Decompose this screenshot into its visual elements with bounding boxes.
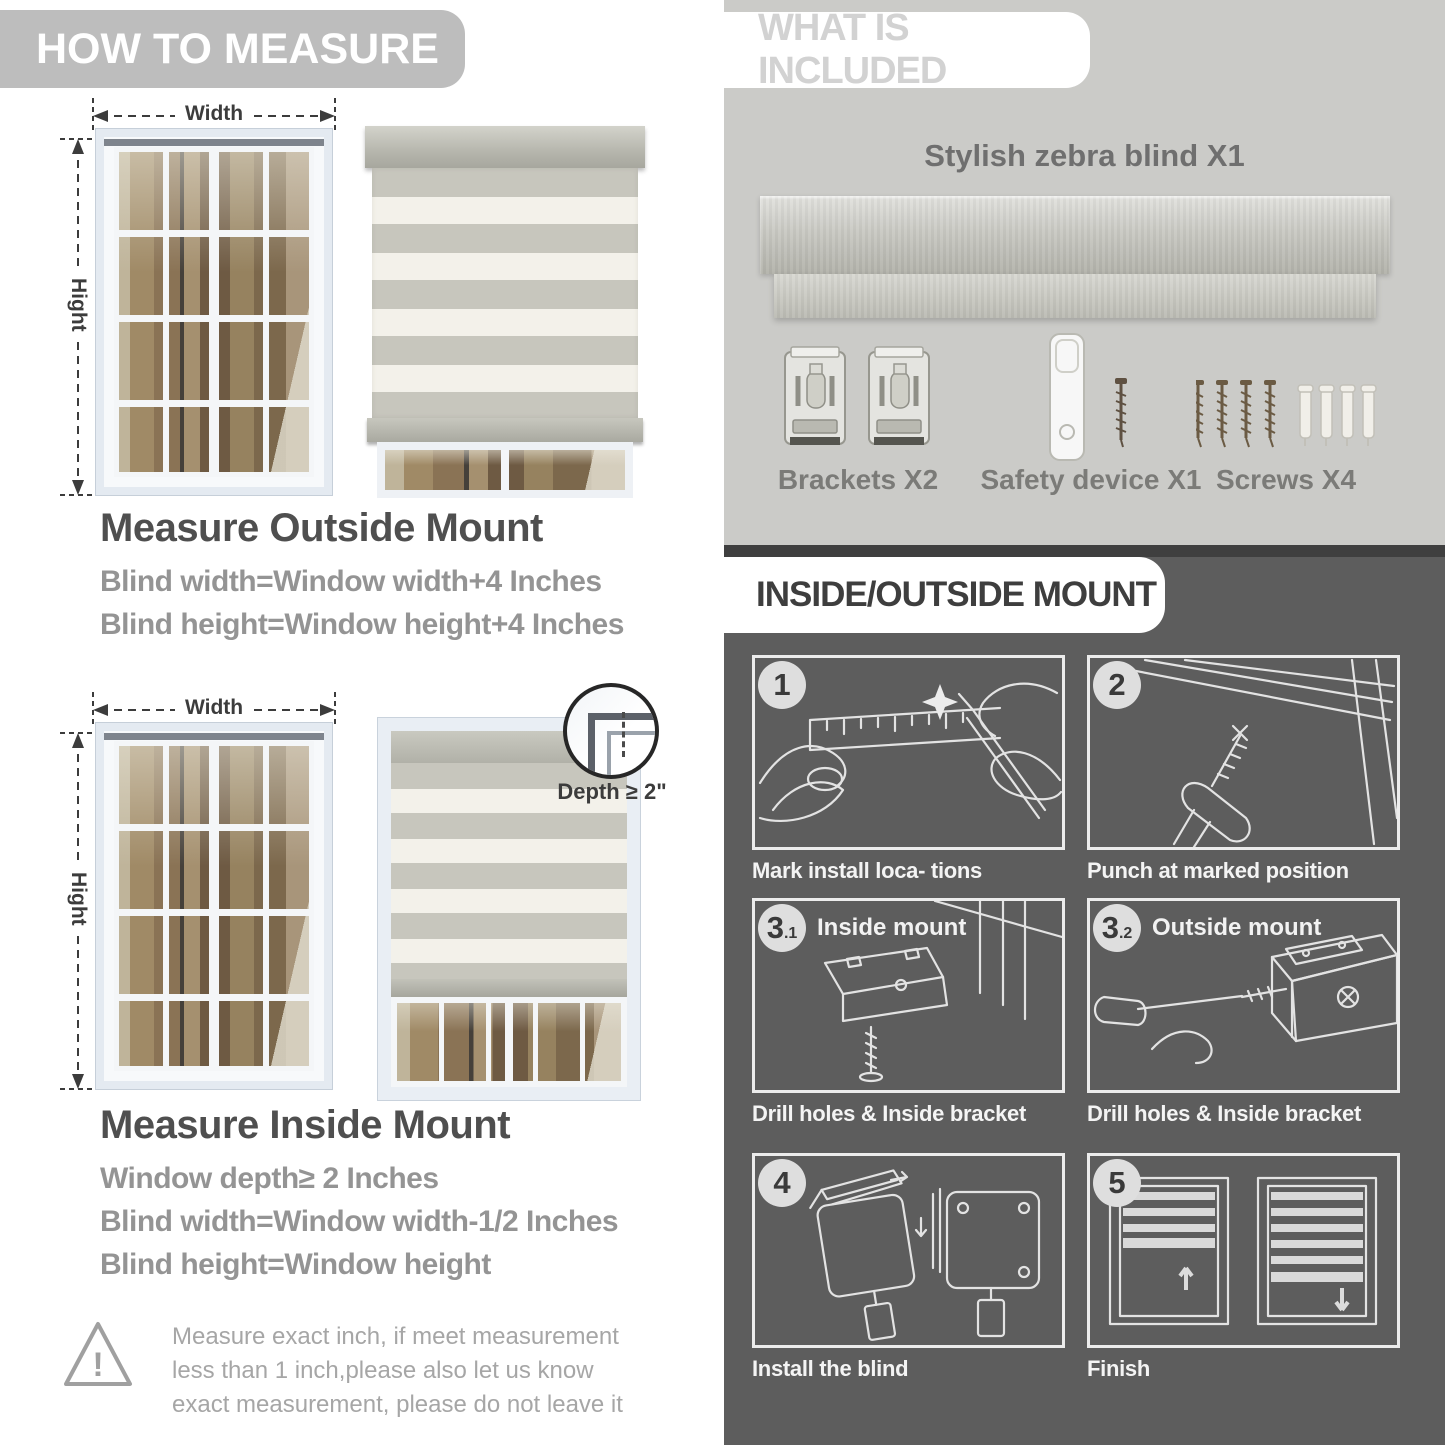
window-illustration-inside (95, 722, 333, 1090)
blind-headrail-lower-bar (774, 274, 1376, 318)
window-below-blind (377, 442, 633, 498)
warning-exclamation: ! (92, 1346, 104, 1384)
blind-bottom-rail (391, 979, 627, 997)
step-3-2-label: Outside mount (1152, 914, 1322, 941)
step-3-1-label: Inside mount (817, 914, 967, 941)
step-2-panel (1087, 655, 1400, 850)
step-3-1-badge: 3 .1 (758, 904, 806, 952)
step-3-1-panel (752, 898, 1065, 1093)
inside-mount-heading: Measure Inside Mount (100, 1103, 511, 1147)
warning-text: Measure exact inch, if meet measurement less than 1 inch,please also let us know exact measurement, please do not leave it (172, 1323, 623, 1419)
how-to-measure-header (0, 10, 465, 88)
outside-mount-heading: Measure Outside Mount (100, 506, 543, 550)
step-5-badge: 5 (1093, 1159, 1141, 1207)
blind-bottom-rail (367, 418, 643, 442)
how-to-measure-title: HOW TO MEASURE (36, 24, 439, 73)
right-column (724, 0, 1445, 1445)
outside-mount-line1: Blind width=Window width+4 Inches (100, 565, 602, 598)
inside-mount-line2: Blind width=Window width-1/2 Inches (100, 1205, 619, 1238)
depth-label: Depth ≥ 2" (557, 779, 667, 804)
height-label-inside: Hight (66, 862, 90, 936)
mount-section (724, 557, 1445, 1445)
width-label-inside: Width (175, 696, 253, 720)
step-3-2-badge: 3 .2 (1093, 904, 1141, 952)
left-column (0, 0, 700, 1445)
step-4-caption: Install the blind (752, 1356, 909, 1381)
step-5-caption: Finish (1087, 1356, 1150, 1381)
blind-stripes (372, 168, 638, 418)
inside-mount-line3: Blind height=Window height (100, 1248, 491, 1281)
included-header (700, 7, 1090, 92)
step-3-2-panel (1087, 898, 1400, 1093)
section-divider (724, 545, 1445, 557)
mount-header (700, 557, 1165, 633)
step-1-badge: 1 (758, 661, 806, 709)
included-section (724, 0, 1445, 545)
step-3-1-caption: Drill holes & Inside bracket (752, 1101, 1027, 1126)
brackets-icon (783, 344, 933, 456)
inside-mount-line1: Window depth≥ 2 Inches (100, 1162, 439, 1195)
step-1-caption: Mark install loca- tions (752, 858, 982, 883)
product-label: Stylish zebra blind X1 (924, 138, 1245, 173)
window-grid (114, 147, 314, 477)
step-2-caption: Punch at marked position (1087, 858, 1349, 883)
step-2-badge: 2 (1093, 661, 1141, 709)
step-4-panel (752, 1153, 1065, 1348)
safety-device-label: Safety device X1 (980, 464, 1202, 495)
screws-label: Screws X4 (1215, 464, 1357, 495)
zebra-blind-illustration-outside (365, 126, 645, 498)
outside-mount-line2: Blind height=Window height+4 Inches (100, 608, 624, 641)
brackets-label: Brackets X2 (777, 464, 939, 495)
screws-icon (1196, 380, 1386, 464)
width-label-outside: Width (175, 102, 253, 126)
safety-device-icon (1020, 330, 1160, 470)
warning-triangle-icon (60, 1316, 136, 1396)
step-4-badge: 4 (758, 1159, 806, 1207)
step-5-panel (1087, 1153, 1400, 1348)
blind-cassette (365, 126, 645, 168)
height-label-outside: Hight (66, 268, 90, 342)
window-grid (114, 741, 314, 1071)
depth-magnifier-icon (563, 683, 659, 779)
mount-title: INSIDE/OUTSIDE MOUNT (756, 575, 1157, 614)
included-title: WHAT IS INCLUDED (758, 7, 947, 92)
step-3-2-caption: Drill holes & Inside bracket (1087, 1101, 1362, 1126)
blind-headrail-illustration (760, 196, 1390, 274)
step-1-panel (752, 655, 1065, 850)
window-below-blind (391, 997, 627, 1087)
window-illustration-outside (95, 128, 333, 496)
